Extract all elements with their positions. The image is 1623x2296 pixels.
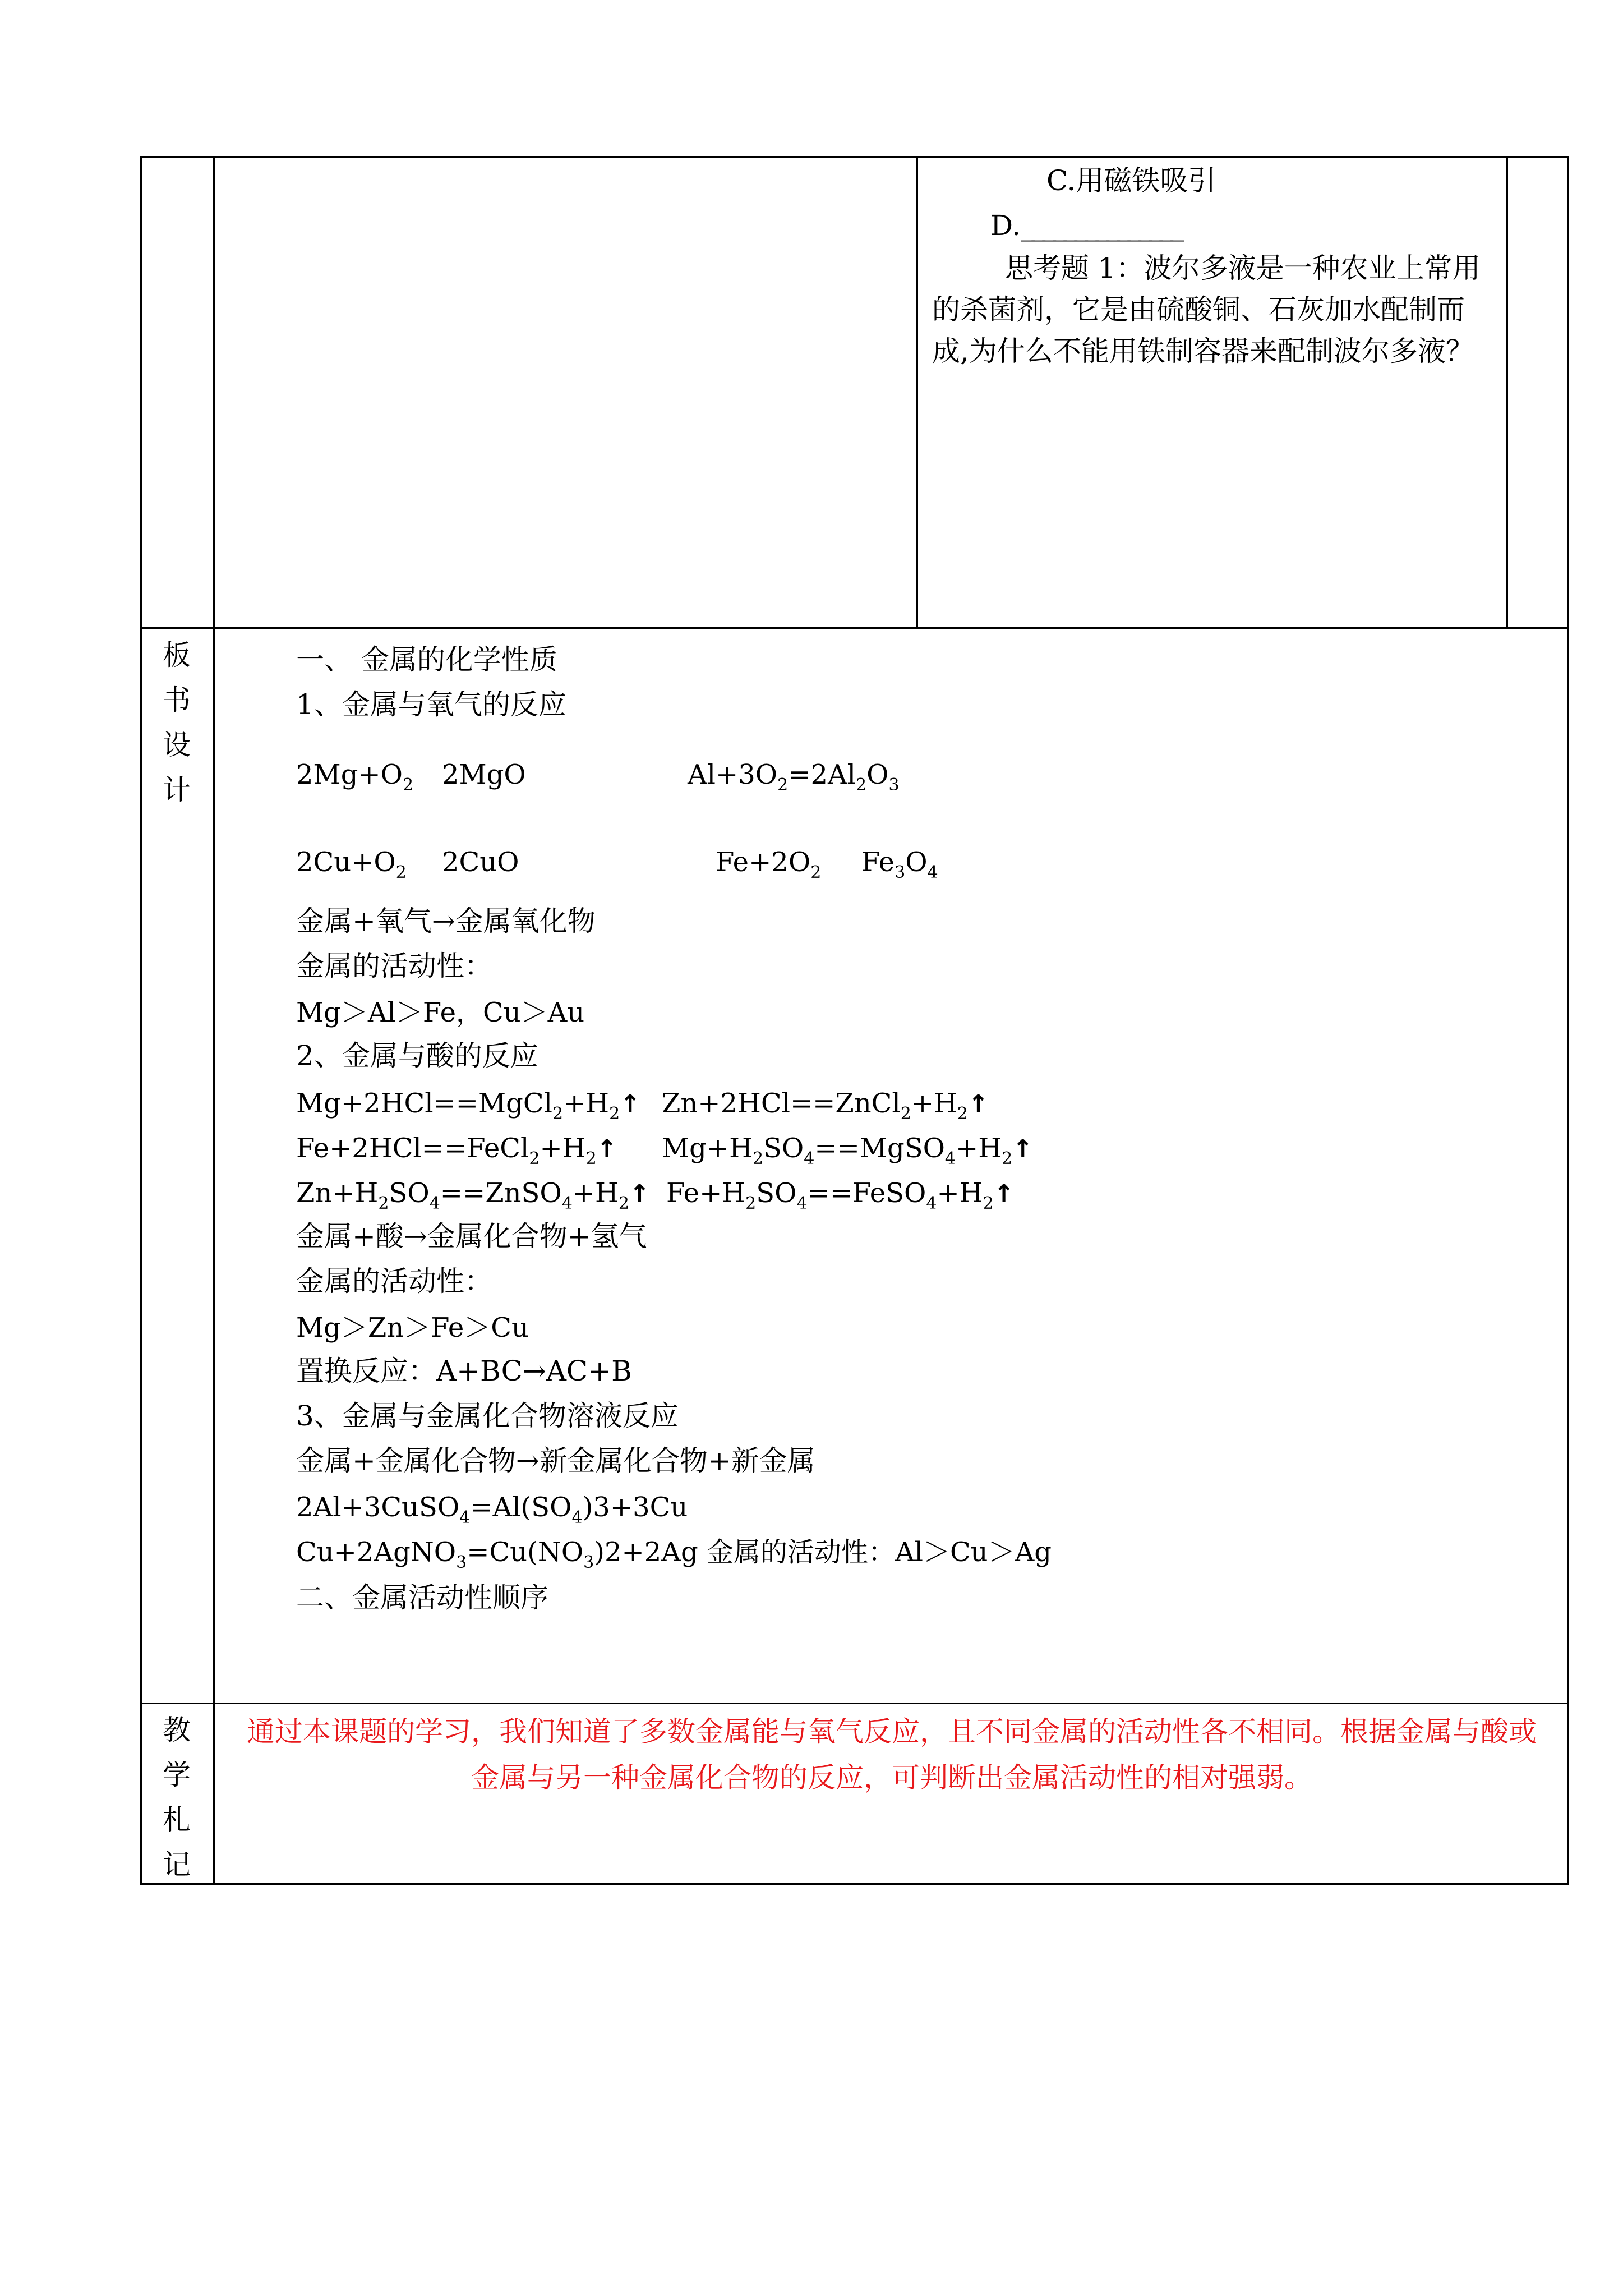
acid-reaction-mg-hcl bbox=[296, 1087, 641, 1124]
table-label-divider bbox=[213, 156, 215, 1885]
gas-arrow-icon: ↑ bbox=[620, 1090, 641, 1119]
board-heading-2: 二、金属活动性顺序 bbox=[296, 1581, 548, 1614]
eq-subscript: 2 bbox=[957, 1104, 969, 1124]
board-label-char-1: 板 bbox=[163, 639, 191, 671]
eq-subscript: 2 bbox=[983, 1194, 994, 1213]
table-row-divider-2 bbox=[140, 1703, 1569, 1704]
notes-label-char-4: 记 bbox=[163, 1848, 191, 1881]
gas-arrow-icon: ↑ bbox=[968, 1090, 989, 1119]
eq-subscript: 2 bbox=[585, 1149, 597, 1168]
board-label-char-2: 书 bbox=[163, 684, 191, 716]
eq-subscript: 4 bbox=[927, 863, 938, 882]
table-row-divider-1 bbox=[140, 627, 1569, 629]
eq-subscript: 2 bbox=[752, 1149, 764, 1168]
eq-text: Mg+2HCl==MgCl bbox=[296, 1088, 552, 1119]
eq-text: Cu+2AgNO bbox=[296, 1536, 457, 1568]
activity-order-2: Mg＞Zn＞Fe＞Cu bbox=[296, 1312, 529, 1343]
eq-text: +H bbox=[911, 1088, 957, 1119]
eq-text: SO bbox=[756, 1177, 797, 1209]
eq-subscript: 4 bbox=[459, 1508, 471, 1527]
board-heading-1: 一、 金属的化学性质 bbox=[296, 643, 557, 676]
eq-text: ==FeSO bbox=[807, 1177, 926, 1209]
eq-text: +H bbox=[572, 1177, 619, 1209]
eq-fe-o2 bbox=[716, 846, 822, 882]
think-question-line-2: 的杀菌剂，它是由硫酸铜、石灰加水配制而 bbox=[932, 293, 1465, 326]
acid-general-rule: 金属+酸→金属化合物+氢气 bbox=[296, 1220, 647, 1253]
eq-text: Mg+H bbox=[662, 1133, 753, 1164]
eq-text: +H bbox=[563, 1088, 610, 1119]
eq-text: Fe bbox=[861, 846, 895, 878]
eq-subscript: 2 bbox=[1002, 1149, 1013, 1168]
eq-text: O bbox=[905, 846, 928, 878]
teaching-notes-label bbox=[143, 1708, 210, 1887]
eq-subscript: 4 bbox=[429, 1194, 440, 1213]
eq-text: SO bbox=[763, 1133, 804, 1164]
teaching-notes-line-2: 金属与另一种金属化合物的反应，可判断出金属活动性的相对强弱。 bbox=[471, 1761, 1312, 1794]
eq-subscript: 4 bbox=[561, 1194, 573, 1213]
table-border-left bbox=[140, 156, 142, 1885]
notes-label-char-3: 札 bbox=[163, 1803, 191, 1836]
gas-arrow-icon: ↑ bbox=[596, 1135, 617, 1163]
eq-subscript: 3 bbox=[583, 1553, 594, 1572]
gas-arrow-icon: ↑ bbox=[993, 1180, 1015, 1208]
option-c: C.用磁铁吸引 bbox=[1046, 164, 1216, 197]
eq-text: +H bbox=[937, 1177, 983, 1209]
eq-subscript: 2 bbox=[900, 1104, 911, 1124]
eq-subscript: 4 bbox=[804, 1149, 815, 1168]
table-top-middle-divider bbox=[916, 156, 918, 629]
eq-text: +H bbox=[956, 1133, 1002, 1164]
activity-order-1: Mg＞Al＞Fe，Cu＞Au bbox=[296, 997, 585, 1028]
notes-label-char-1: 教 bbox=[163, 1714, 191, 1746]
eq-subscript: 2 bbox=[552, 1104, 564, 1124]
table-border-bottom bbox=[140, 1883, 1569, 1885]
eq-cu-o2 bbox=[296, 846, 407, 882]
eq-text: Fe+2HCl==FeCl bbox=[296, 1133, 529, 1164]
activity-label-2: 金属的活动性： bbox=[296, 1265, 492, 1297]
eq-subscript: 2 bbox=[618, 1194, 629, 1213]
eq-subscript: 2 bbox=[609, 1104, 620, 1124]
salt-reaction-al-cuso4 bbox=[296, 1491, 688, 1527]
think-question-line-1: 思考题 1：波尔多液是一种农业上常用 bbox=[1005, 252, 1481, 284]
eq-text: =2Al bbox=[788, 759, 856, 790]
eq-subscript: 2 bbox=[529, 1149, 540, 1168]
eq-subscript: 2 bbox=[777, 775, 789, 795]
eq-text: Zn+H bbox=[296, 1177, 379, 1209]
salt-reaction-cu-agno3 bbox=[296, 1536, 1052, 1572]
activity-label-1: 金属的活动性： bbox=[296, 950, 492, 982]
eq-text: Zn+2HCl==ZnCl bbox=[662, 1088, 901, 1119]
acid-reaction-fe-hcl bbox=[296, 1132, 617, 1166]
table-border-top bbox=[140, 156, 1569, 158]
eq-al-o2 bbox=[688, 758, 900, 795]
eq-mg-o2 bbox=[296, 758, 414, 795]
table-border-right bbox=[1567, 156, 1569, 1885]
displacement-reaction: 置换反应：A+BC→AC+B bbox=[296, 1355, 632, 1387]
eq-subscript: 4 bbox=[926, 1194, 937, 1213]
salt-general-rule: 金属+金属化合物→新金属化合物+新金属 bbox=[296, 1444, 815, 1477]
eq-subscript: 4 bbox=[944, 1149, 956, 1168]
eq-subscript: 2 bbox=[745, 1194, 757, 1213]
eq-text: 2Cu+O bbox=[296, 846, 396, 878]
eq-cuo-product: 2CuO bbox=[442, 846, 519, 878]
eq-text: 2Mg+O bbox=[296, 759, 403, 790]
eq-text: Al+3O bbox=[688, 759, 778, 790]
eq-text: =Cu(NO bbox=[467, 1536, 584, 1568]
eq-text: =Al(SO bbox=[470, 1492, 572, 1523]
eq-text: O bbox=[866, 759, 889, 790]
eq-mgo-product: 2MgO bbox=[442, 759, 526, 790]
eq-text: 2Al+3CuSO bbox=[296, 1492, 460, 1523]
eq-text: )3+3Cu bbox=[582, 1492, 688, 1523]
eq-text: SO bbox=[389, 1177, 430, 1209]
eq-text: )2+2Ag 金属的活动性：Al＞Cu＞Ag bbox=[594, 1536, 1052, 1568]
eq-fe3o4-product bbox=[861, 846, 938, 882]
eq-subscript: 4 bbox=[796, 1194, 808, 1213]
notes-label-char-2: 学 bbox=[163, 1759, 191, 1791]
eq-subscript: 2 bbox=[395, 863, 407, 882]
option-d bbox=[990, 209, 1181, 242]
gas-arrow-icon: ↑ bbox=[1012, 1135, 1034, 1163]
o2-general-rule: 金属+氧气→金属氧化物 bbox=[296, 905, 596, 937]
option-d-blank: _______________ bbox=[1021, 209, 1181, 242]
eq-subscript: 2 bbox=[856, 775, 867, 795]
eq-text: Fe+2O bbox=[716, 846, 811, 878]
eq-subscript: 3 bbox=[895, 863, 906, 882]
acid-reaction-fe-h2so4 bbox=[666, 1177, 1015, 1211]
eq-subscript: 2 bbox=[810, 863, 822, 882]
eq-text: +H bbox=[540, 1133, 586, 1164]
eq-subscript: 2 bbox=[378, 1194, 389, 1213]
eq-subscript: 3 bbox=[456, 1553, 467, 1572]
eq-subscript: 2 bbox=[402, 775, 414, 795]
gas-arrow-icon: ↑ bbox=[629, 1180, 650, 1208]
acid-reaction-zn-hcl bbox=[662, 1087, 989, 1124]
eq-subscript: 3 bbox=[888, 775, 900, 795]
eq-text: ==MgSO bbox=[814, 1133, 945, 1164]
eq-text: ==ZnSO bbox=[440, 1177, 562, 1209]
acid-reaction-zn-h2so4 bbox=[296, 1177, 650, 1211]
table-top-right-divider bbox=[1506, 156, 1508, 629]
board-section-2: 2、金属与酸的反应 bbox=[296, 1039, 538, 1072]
acid-reaction-mg-h2so4 bbox=[662, 1132, 1033, 1166]
board-section-3: 3、金属与金属化合物溶液反应 bbox=[296, 1400, 679, 1432]
board-section-1: 1、金属与氧气的反应 bbox=[296, 688, 566, 721]
eq-text: Fe+H bbox=[666, 1177, 746, 1209]
board-label-char-3: 设 bbox=[163, 729, 191, 761]
teaching-notes-line-1: 通过本课题的学习，我们知道了多数金属能与氧气反应，且不同金属的活动性各不相同。根据金属与酸或 bbox=[247, 1715, 1537, 1748]
board-label-char-4: 计 bbox=[163, 774, 191, 806]
board-design-label bbox=[143, 633, 210, 812]
eq-subscript: 4 bbox=[571, 1508, 583, 1527]
option-d-label: D. bbox=[990, 209, 1021, 242]
think-question-line-3: 成,为什么不能用铁制容器来配制波尔多液？ bbox=[932, 335, 1474, 367]
